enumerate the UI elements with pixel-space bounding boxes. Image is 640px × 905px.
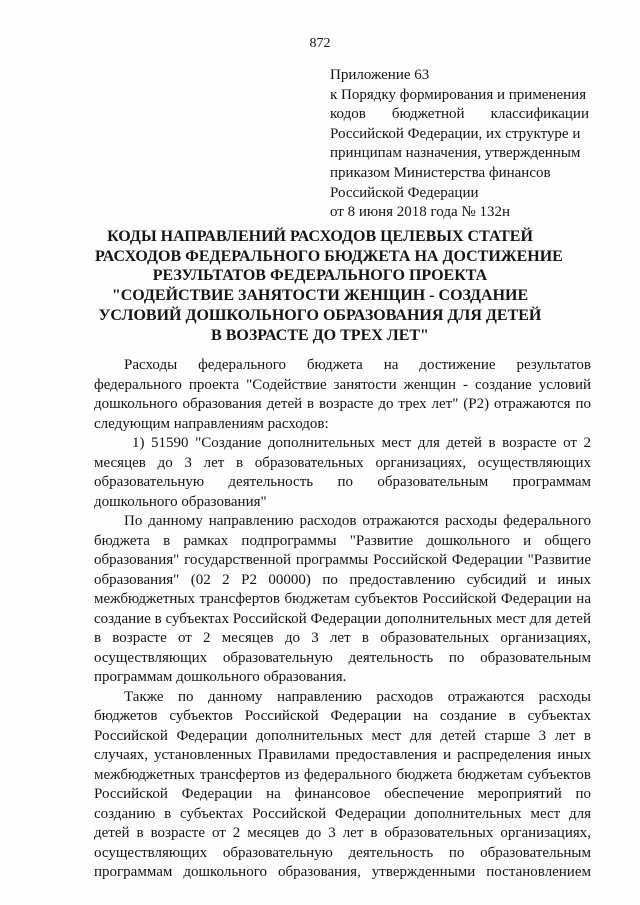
text-line: программам дошкольного образования. [94,669,347,685]
text-line: образования" (02 2 Р2 00000) по предоставлению субсидий и иных [94,571,591,588]
appendix-line: от 8 июня 2018 года № 132н [330,204,510,221]
appendix-line: Российской Федерации, их структуре и [330,125,581,142]
appendix-line: Приложение 63 [330,67,430,83]
text-line: следующим направлениям расходов: [94,415,329,432]
text-line: бюджета в рамках подпрограммы "Развитие дошкольного и общего [94,532,591,549]
text-line: федерального проекта "Содействие занятости женщин - создание условий [94,376,591,393]
paragraph-direction-description [94,512,591,688]
title-line: РАСХОДОВ ФЕДЕРАЛЬНОГО БЮДЖЕТА НА ДОСТИЖЕНИЕ [95,247,563,265]
text-line: осуществляющих образовательную деятельность по образовательным [94,844,591,861]
document-title [95,227,563,345]
text-line: межбюджетных трансфертов бюджетам субъектов Российской Федерации на [94,591,591,607]
text-line: созданию в субъектах Российской Федерации дополнительных мест для [94,805,591,822]
text-line: детей в возрасте от 2 месяцев до 3 лет в образовательных организациях, [94,825,591,841]
text-line: осуществляющих образовательную деятельность по образовательным [94,649,591,666]
text-line: 1) 51590 "Создание дополнительных мест для детей в возрасте от 2 [132,435,591,451]
text-line: Также по данному направлению расходов отражаются расходы [124,688,591,705]
text-line: случаях, установленных Правилами предоставления и распределения иных [94,747,591,763]
title-line: УСЛОВИЙ ДОШКОЛЬНОГО ОБРАЗОВАНИЯ ДЛЯ ДЕТЕЙ [98,306,542,324]
page-number: 872 [309,36,331,51]
text-line: дошкольного образования" [94,493,267,510]
appendix-line: Российской Федерации [330,184,479,201]
text-line: создание в субъектах Российской Федерации дополнительных мест для детей [94,610,591,627]
text-line: Российской Федерации на финансовое обеспечение мероприятий по [94,786,591,802]
text-line: По данному направлению расходов отражаются расходы федерального [124,513,591,529]
text-line: месяцев до 3 лет в образовательных организациях, осуществляющих [94,454,591,471]
text-line: образовательную деятельность по образовательным программам [94,474,591,490]
paragraph-item-51590 [94,434,591,512]
appendix-line: кодов бюджетной классификации [330,106,589,123]
paragraph-intro [94,356,591,434]
text-line: образования" государственной программы Российской Федерации "Развитие [94,552,591,568]
text-line: межбюджетных трансфертов из федерального бюджета бюджетам субъектов [94,766,591,783]
appendix-header [330,66,589,223]
title-line: РЕЗУЛЬТАТОВ ФЕДЕРАЛЬНОГО ПРОЕКТА [152,267,488,285]
title-line: "СОДЕЙСТВИЕ ЗАНЯТОСТИ ЖЕНЩИН - СОЗДАНИЕ [111,287,529,305]
text-line: дошкольного образования детей в возрасте до трех лет" (Р2) отражаются по [94,396,591,412]
document-body [94,356,591,883]
text-line: программам дошкольного образования, утвержденными постановлением [94,864,591,880]
appendix-line: к Порядку формирования и применения [330,86,587,103]
text-line: в возрасте от 2 месяцев до 3 лет в образовательных организациях, [94,630,591,646]
title-line: КОДЫ НАПРАВЛЕНИЙ РАСХОДОВ ЦЕЛЕВЫХ СТАТЕЙ [107,228,533,245]
title-line: В ВОЗРАСТЕ ДО ТРЕХ ЛЕТ" [211,326,429,344]
text-line: Расходы федерального бюджета на достижение результатов [124,357,591,373]
appendix-line: приказом Министерства финансов [330,164,551,181]
paragraph-regional-expenses [94,688,591,883]
text-line: Российской Федерации дополнительных мест для детей старше 3 лет в [94,727,591,744]
appendix-line: принципам назначения, утвержденным [330,145,581,162]
text-line: бюджетов субъектов Российской Федерации на создание в субъектах [94,708,591,724]
